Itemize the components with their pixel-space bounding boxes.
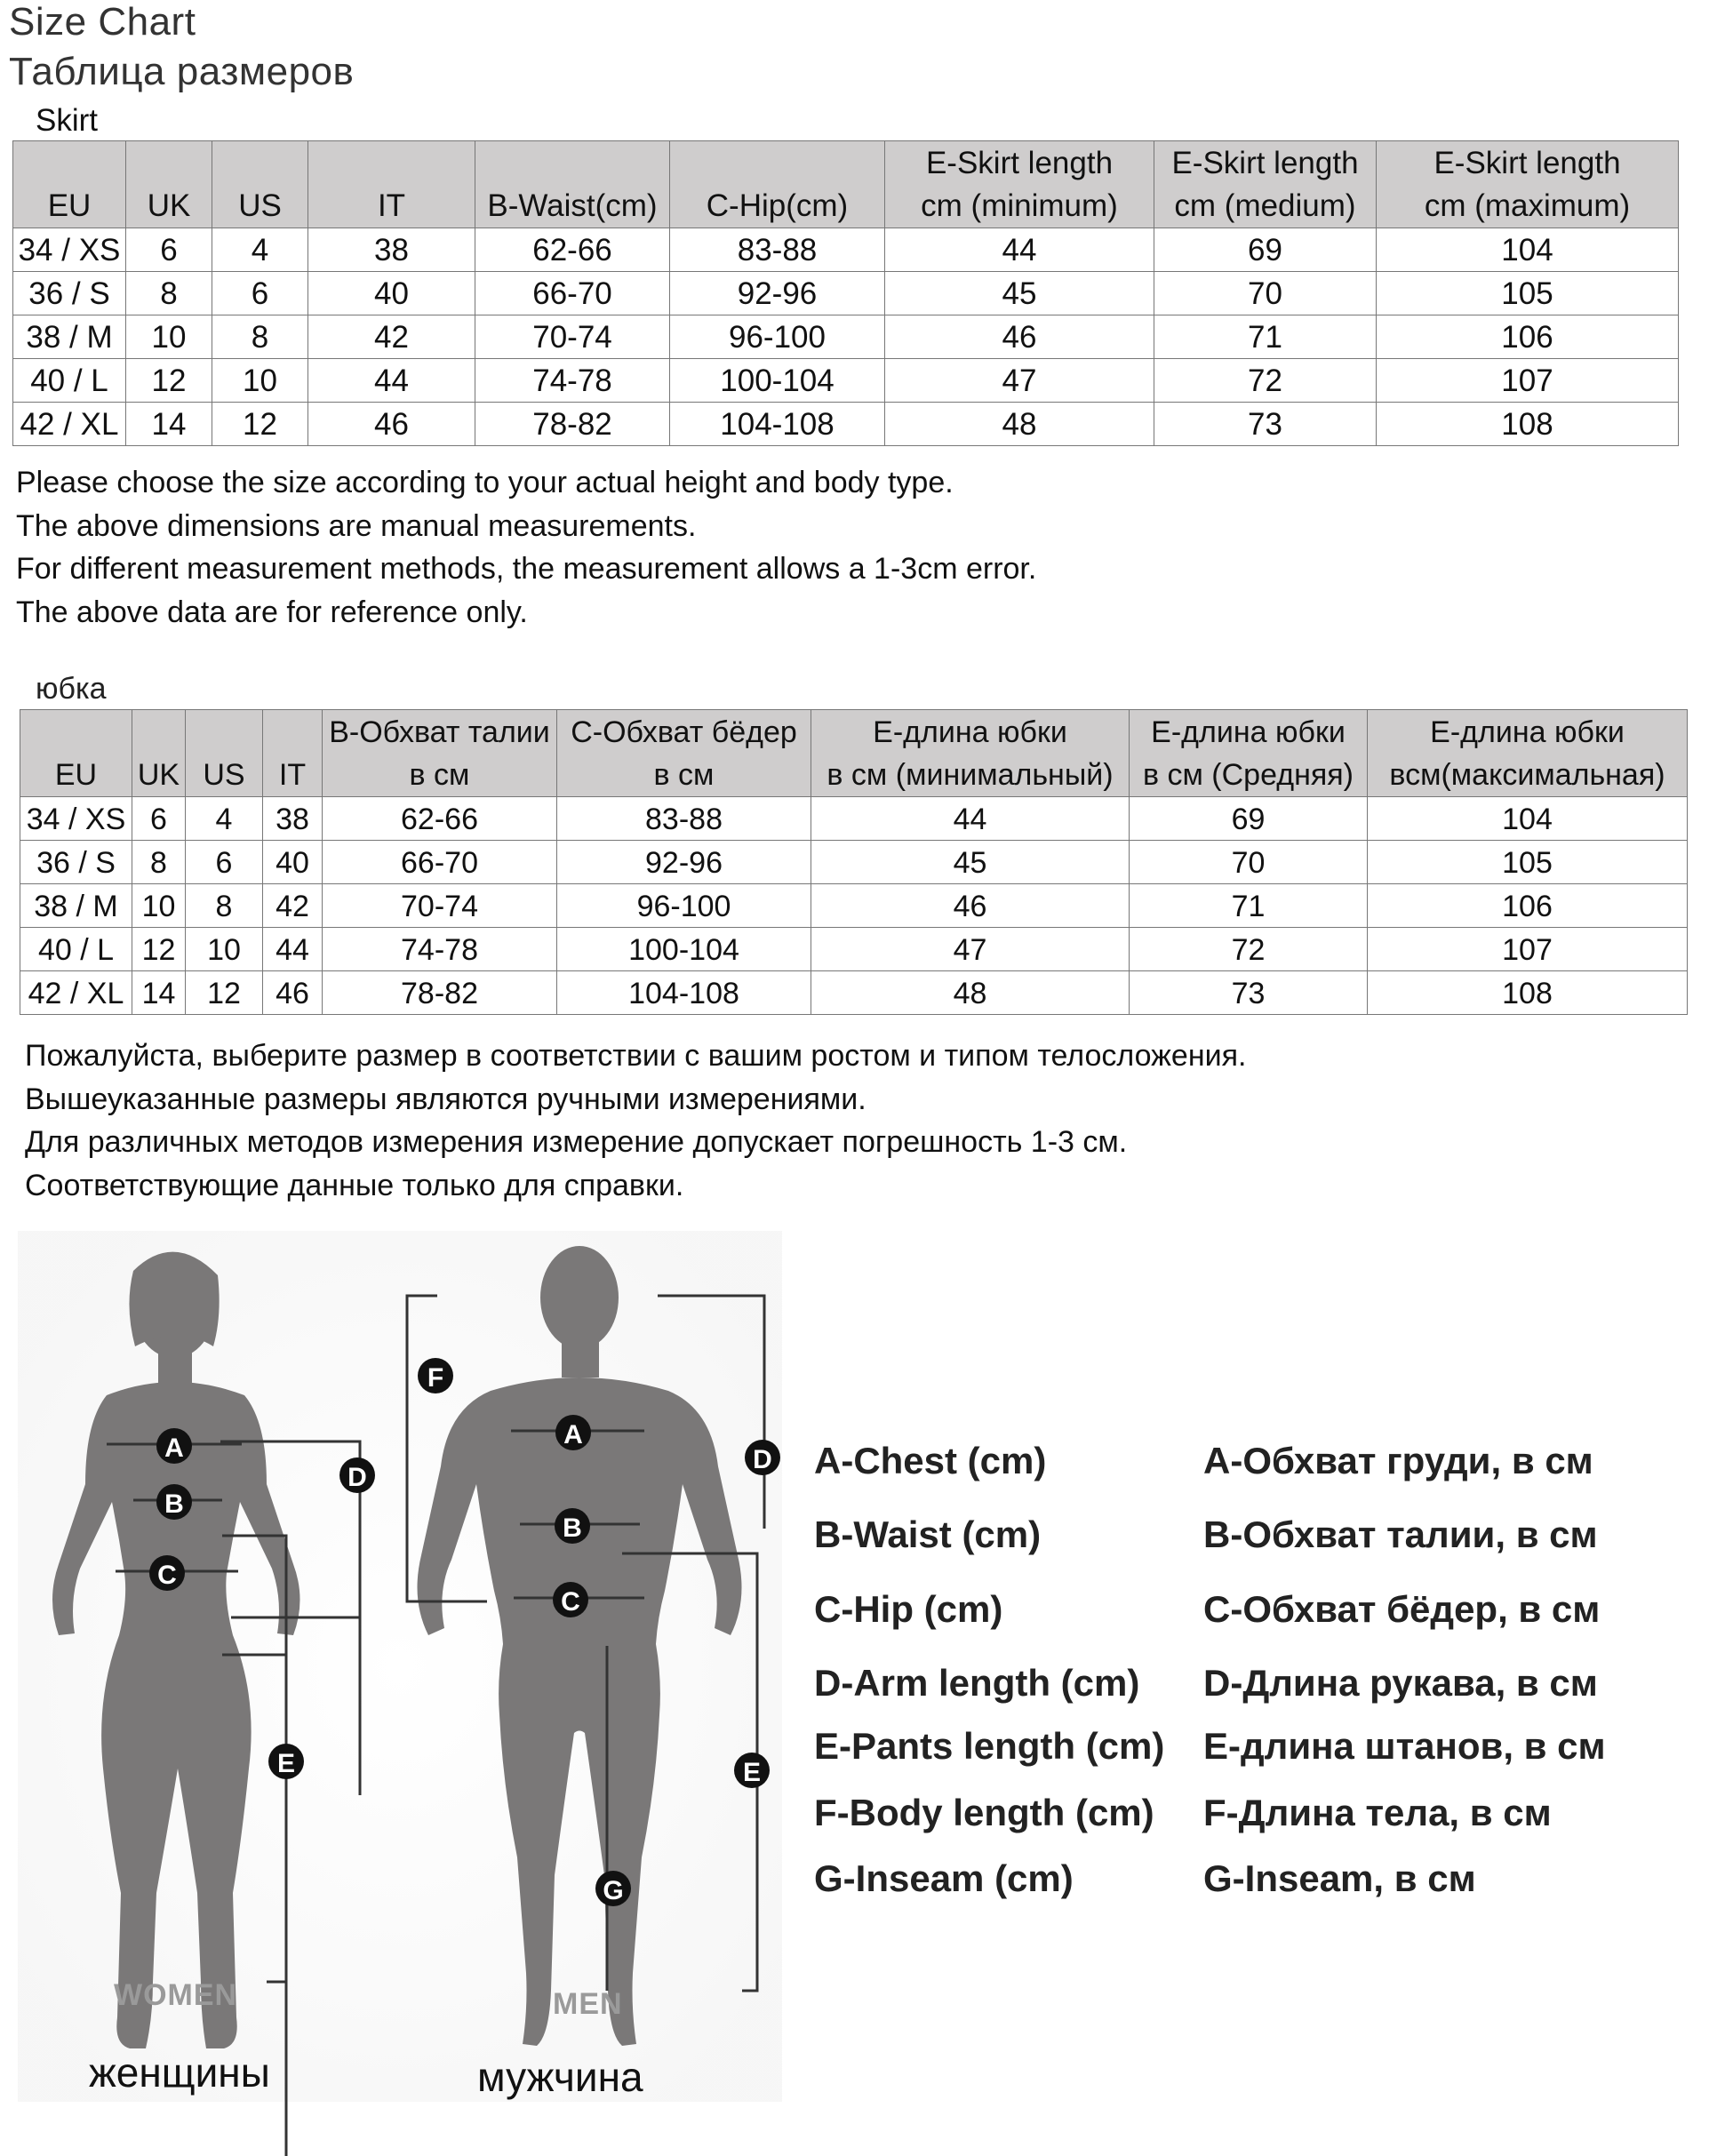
marker-e-women (268, 1744, 304, 1779)
legend-ru-body: F-Длина тела, в см (1203, 1792, 1552, 1833)
column-header-line: EU (54, 758, 98, 792)
column-header-line: в см (Средняя) (1142, 758, 1354, 792)
table-cell: 78-82 (323, 971, 557, 1015)
legend-ru-hip: C-Обхват бёдер, в см (1203, 1588, 1601, 1630)
table-cell: 4 (186, 797, 263, 841)
table-cell: 92-96 (670, 272, 885, 315)
column-header-line: cm (minimum) (921, 188, 1118, 223)
table-cell: 108 (1377, 403, 1679, 446)
note-line: Пожалуйста, выберите размер в соответствии с вашим ростом и типом телосложения. (25, 1039, 1247, 1073)
table-cell: 44 (885, 228, 1154, 272)
column-header-line: US (238, 188, 282, 223)
column-header-line: E-Skirt length (925, 146, 1114, 180)
table-cell: 107 (1377, 359, 1679, 403)
table-cell: 6 (132, 797, 186, 841)
table-cell: 6 (186, 841, 263, 884)
svg-text:A: A (164, 1433, 184, 1463)
table-cell: 42 / XL (20, 971, 132, 1015)
table-cell: 70-74 (323, 884, 557, 928)
table-cell: 38 / M (13, 315, 126, 359)
column-header (20, 710, 132, 797)
table-cell: 38 (308, 228, 475, 272)
table-cell: 46 (811, 884, 1130, 928)
table-cell: 36 / S (13, 272, 126, 315)
table-cell: 104-108 (670, 403, 885, 446)
table-cell: 69 (1130, 797, 1368, 841)
table-cell: 47 (885, 359, 1154, 403)
notes-en (16, 461, 1036, 634)
table-cell: 104 (1368, 797, 1688, 841)
marker-d-women (339, 1457, 375, 1493)
men-label-en: MEN (553, 1987, 623, 2021)
table-row (13, 359, 1679, 403)
column-header-line: US (203, 758, 245, 792)
table-cell: 40 / L (20, 928, 132, 971)
table-cell: 8 (212, 315, 308, 359)
table-cell: 42 (263, 884, 323, 928)
table-cell: 96-100 (670, 315, 885, 359)
women-label-ru: женщины (89, 2049, 270, 2096)
svg-text:E: E (276, 1749, 296, 1778)
column-header (308, 141, 475, 228)
table-cell: 74-78 (323, 928, 557, 971)
table-cell: 104-108 (557, 971, 811, 1015)
table-cell: 8 (126, 272, 212, 315)
table-cell: 12 (126, 359, 212, 403)
column-header-line: E-длина юбки (873, 715, 1067, 749)
table-row (13, 228, 1679, 272)
table-cell: 46 (885, 315, 1154, 359)
table-cell: 71 (1154, 315, 1377, 359)
marker-c-women (149, 1555, 185, 1591)
table-cell: 12 (186, 971, 263, 1015)
marker-b-women (156, 1484, 192, 1520)
svg-text:A: A (563, 1420, 583, 1449)
note-line: The above dimensions are manual measurements. (16, 508, 697, 543)
table-cell: 73 (1130, 971, 1368, 1015)
legend-ru-inseam: G-Inseam, в см (1203, 1857, 1476, 1899)
legend-en-inseam: G-Inseam (cm) (814, 1857, 1074, 1899)
measurement-diagram (0, 1218, 800, 2156)
table-cell: 6 (212, 272, 308, 315)
table-cell: 47 (811, 928, 1130, 971)
legend-en-waist: B-Waist (cm) (814, 1513, 1042, 1555)
table-cell: 66-70 (323, 841, 557, 884)
column-header-line: B-Waist(cm) (487, 188, 658, 223)
size-table-ru (20, 709, 1688, 1015)
table-cell: 48 (885, 403, 1154, 446)
table-cell: 46 (308, 403, 475, 446)
table-cell: 10 (186, 928, 263, 971)
column-header (186, 710, 263, 797)
table-cell: 70 (1130, 841, 1368, 884)
legend-en-hip: C-Hip (cm) (814, 1588, 1003, 1630)
column-header (1368, 710, 1688, 797)
column-header (885, 141, 1154, 228)
svg-text:G: G (603, 1876, 624, 1905)
table-cell: 10 (132, 884, 186, 928)
column-header-line: IT (278, 758, 307, 792)
table-cell: 108 (1368, 971, 1688, 1015)
column-header (1377, 141, 1679, 228)
table-cell: 42 (308, 315, 475, 359)
column-header-line: E-длина юбки (1151, 715, 1346, 749)
table-cell: 8 (186, 884, 263, 928)
women-label-en: WOMEN (114, 1978, 238, 2012)
column-header-line: cm (medium) (1174, 188, 1356, 223)
table-cell: 105 (1368, 841, 1688, 884)
note-line: Вышеуказанные размеры являются ручными измерениями. (25, 1082, 866, 1116)
column-header (126, 141, 212, 228)
table-cell: 44 (308, 359, 475, 403)
table-row (13, 315, 1679, 359)
note-line: Please choose the size according to your actual height and body type. (16, 466, 954, 499)
table-row (20, 797, 1688, 841)
table-ru-caption: юбка (36, 672, 107, 706)
table-cell: 12 (212, 403, 308, 446)
table-cell: 14 (126, 403, 212, 446)
table-row (20, 884, 1688, 928)
page-title-ru: Таблица размеров (9, 50, 355, 93)
marker-a-men (555, 1415, 591, 1450)
table-cell: 45 (811, 841, 1130, 884)
legend-ru-waist: B-Обхват талии, в см (1203, 1513, 1598, 1555)
table-cell: 44 (811, 797, 1130, 841)
table-cell: 14 (132, 971, 186, 1015)
marker-b-men (555, 1508, 590, 1544)
marker-f-men (418, 1358, 453, 1393)
table-cell: 105 (1377, 272, 1679, 315)
table-cell: 34 / XS (13, 228, 126, 272)
column-header-line: C-Обхват бёдер (571, 715, 797, 749)
marker-c-men (553, 1582, 588, 1617)
table-cell: 38 (263, 797, 323, 841)
table-cell: 62-66 (475, 228, 670, 272)
men-label-ru: мужчина (477, 2054, 643, 2100)
table-cell: 4 (212, 228, 308, 272)
column-header (811, 710, 1130, 797)
column-header (132, 710, 186, 797)
svg-text:C: C (157, 1561, 177, 1590)
table-cell: 46 (263, 971, 323, 1015)
table-cell: 70 (1154, 272, 1377, 315)
column-header (212, 141, 308, 228)
table-cell: 106 (1377, 315, 1679, 359)
table-cell: 36 / S (20, 841, 132, 884)
table-cell: 12 (132, 928, 186, 971)
size-table-en (12, 140, 1679, 446)
table-cell: 40 (308, 272, 475, 315)
table-cell: 92-96 (557, 841, 811, 884)
column-header-line: E-длина юбки (1430, 715, 1625, 749)
table-cell: 69 (1154, 228, 1377, 272)
svg-text:B: B (563, 1513, 582, 1543)
note-line: For different measurement methods, the measurement allows a 1-3cm error. (16, 552, 1037, 586)
column-header (557, 710, 811, 797)
legend-en-arm: D-Arm length (cm) (814, 1662, 1140, 1704)
legend-en-pants: E-Pants length (cm) (814, 1725, 1165, 1767)
table-cell: 6 (126, 228, 212, 272)
table-cell: 83-88 (670, 228, 885, 272)
svg-text:B: B (164, 1489, 184, 1519)
table-cell: 74-78 (475, 359, 670, 403)
table-cell: 71 (1130, 884, 1368, 928)
table-cell: 78-82 (475, 403, 670, 446)
table-cell: 96-100 (557, 884, 811, 928)
table-header-row (20, 710, 1688, 797)
column-header-line: C-Hip(cm) (706, 188, 849, 223)
svg-text:F: F (427, 1363, 444, 1393)
column-header-line: IT (377, 188, 406, 223)
note-line: Соответствующие данные только для справки. (25, 1168, 684, 1202)
table-cell: 73 (1154, 403, 1377, 446)
legend-en-body: F-Body length (cm) (814, 1792, 1154, 1833)
legend-ru-pants: E-длина штанов, в см (1203, 1725, 1606, 1767)
table-cell: 8 (132, 841, 186, 884)
table-cell: 48 (811, 971, 1130, 1015)
table-cell: 44 (263, 928, 323, 971)
table-cell: 106 (1368, 884, 1688, 928)
marker-d-men (745, 1440, 780, 1475)
legend-en-chest: A-Chest (cm) (814, 1440, 1047, 1481)
table-cell: 100-104 (557, 928, 811, 971)
table-cell: 70-74 (475, 315, 670, 359)
table-en-caption: Skirt (36, 103, 98, 138)
column-header-line: E-Skirt length (1433, 146, 1621, 180)
table-cell: 62-66 (323, 797, 557, 841)
column-header-line: в см (минимальный) (827, 758, 1114, 792)
legend-ru-chest: A-Обхват груди, в см (1203, 1440, 1593, 1481)
page-title-en: Size Chart (9, 0, 196, 44)
column-header (475, 141, 670, 228)
table-row (13, 272, 1679, 315)
column-header-line: UK (147, 188, 191, 223)
column-header (1130, 710, 1368, 797)
marker-g-men (595, 1871, 631, 1906)
column-header-line: UK (137, 758, 180, 792)
column-header-line: E-Skirt length (1171, 146, 1359, 180)
table-cell: 38 / M (20, 884, 132, 928)
table-row (20, 841, 1688, 884)
column-header (670, 141, 885, 228)
table-cell: 34 / XS (20, 797, 132, 841)
table-cell: 40 (263, 841, 323, 884)
svg-text:E: E (742, 1758, 762, 1787)
column-header-line: EU (47, 188, 92, 223)
table-cell: 45 (885, 272, 1154, 315)
table-cell: 107 (1368, 928, 1688, 971)
table-cell: 66-70 (475, 272, 670, 315)
marker-a-women (156, 1428, 192, 1464)
table-cell: 72 (1130, 928, 1368, 971)
column-header-line: cm (maximum) (1424, 188, 1631, 223)
table-row (13, 403, 1679, 446)
column-header-line: всм(максимальная) (1389, 758, 1665, 792)
marker-e-men (734, 1753, 770, 1788)
table-cell: 104 (1377, 228, 1679, 272)
svg-text:C: C (561, 1587, 580, 1617)
column-header-line: B-Обхват талии (329, 715, 550, 749)
table-cell: 40 / L (13, 359, 126, 403)
svg-text:D: D (753, 1445, 772, 1474)
legend-ru-arm: D-Длина рукава, в см (1203, 1662, 1598, 1704)
column-header (263, 710, 323, 797)
table-cell: 83-88 (557, 797, 811, 841)
notes-ru (25, 1034, 1246, 1207)
note-line: Для различных методов измерения измерение допускает погрешность 1-3 см. (25, 1125, 1128, 1159)
table-cell: 42 / XL (13, 403, 126, 446)
column-header (323, 710, 557, 797)
table-cell: 100-104 (670, 359, 885, 403)
column-header (1154, 141, 1377, 228)
column-header-line: в см (409, 758, 470, 792)
svg-text:D: D (347, 1463, 367, 1492)
table-cell: 10 (126, 315, 212, 359)
table-row (20, 971, 1688, 1015)
column-header (13, 141, 126, 228)
table-cell: 10 (212, 359, 308, 403)
table-cell: 72 (1154, 359, 1377, 403)
column-header-line: в см (653, 758, 715, 792)
table-header-row (13, 141, 1679, 228)
note-line: The above data are for reference only. (16, 595, 528, 629)
table-row (20, 928, 1688, 971)
